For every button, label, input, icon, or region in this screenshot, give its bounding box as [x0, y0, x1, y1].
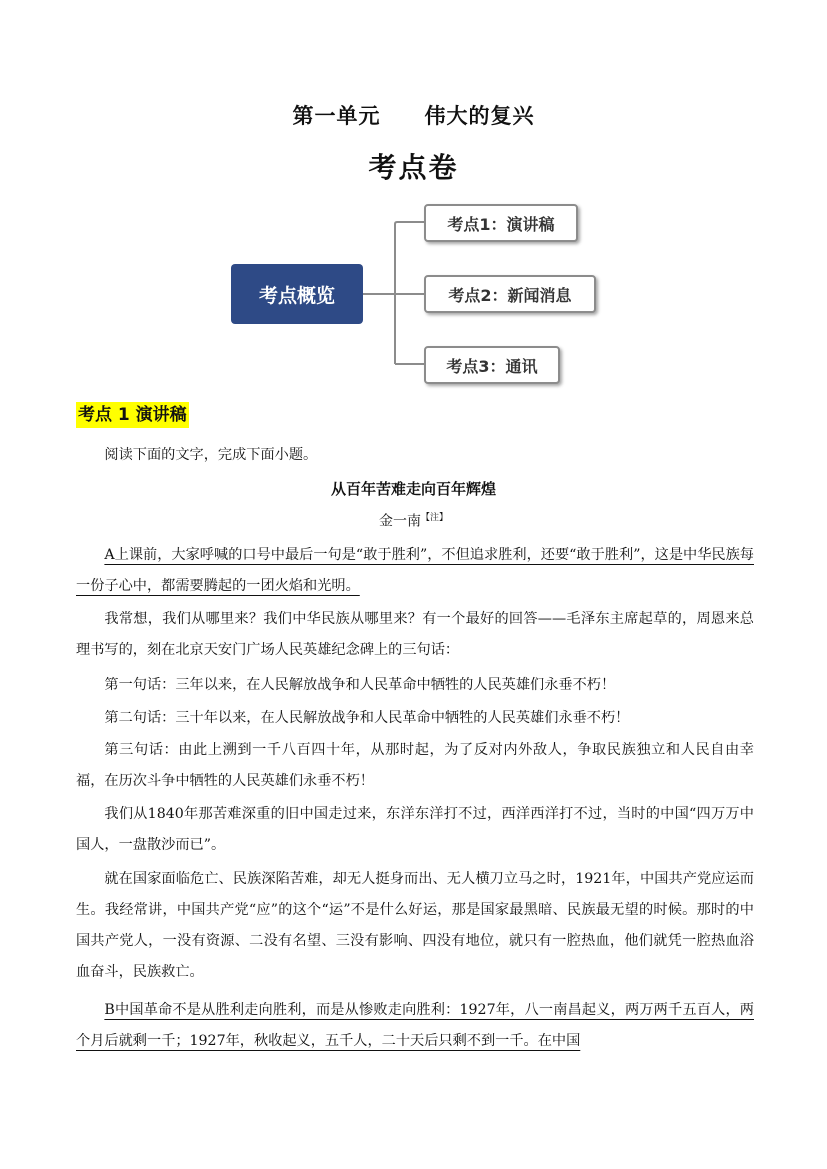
paragraph-b: B中国革命不是从胜利走向胜利，而是从惨败走向胜利：1927年，八一南昌起义，两万两千五百人，两个月后就剩一千；1927年，秋收起义，五千人，二十天后只剩不到一千。在中国 — [76, 1002, 754, 1049]
overview-point-2: 考点2：新闻消息 — [424, 275, 596, 313]
paragraph: 就在国家面临危亡、民族深陷苦难，却无人挺身而出、无人横刀立马之时，1921年，中国共产党应运而生。我经常讲，中国共产党“应”的这个“运”不是什么好运，那是国家最黑暗、民族最无望的时候。那时的中国共产党人，一没有资源、二没有名望、三没有影响、四没有地位，就只有一腔热血，他们就凭一腔热血浴血奋斗，民族救亡。 — [76, 871, 754, 980]
overview-point-1: 考点1：演讲稿 — [424, 204, 578, 242]
author-name: 金一南 — [378, 513, 421, 530]
author-note: 【注】 — [420, 513, 448, 523]
paragraph: 我常想，我们从哪里来？我们中华民族从哪里来？有一个最好的回答——毛泽东主席起草的，周恩来总理书写的，刻在北京天安门广场人民英雄纪念碑上的三句话： — [76, 611, 754, 658]
paragraph: 第一句话：三年以来，在人民解放战争和人民革命中牺牲的人民英雄们永垂不朽！ — [104, 677, 616, 693]
section-heading: 考点 1 演讲稿 — [76, 402, 189, 428]
mindmap-connectors — [0, 0, 827, 400]
overview-box: 考点概览 — [231, 264, 363, 324]
paragraph: 第三句话：由此上溯到一千八百四十年，从那时起，为了反对内外敌人，争取民族独立和人民自由幸福，在历次斗争中牺牲的人民英雄们永垂不朽！ — [76, 742, 754, 789]
paragraph: 我们从1840年那苦难深重的旧中国走过来，东洋东洋打不过，西洋西洋打不过，当时的中国“四万万中国人，一盘散沙而已”。 — [76, 806, 754, 853]
overview-point-3: 考点3：通讯 — [424, 346, 560, 384]
paragraph-a: A上课前，大家呼喊的口号中最后一句是“敢于胜利”，不但追求胜利，还要“敢于胜利”，这是中华民族每一份子心中，都需要腾起的一团火焰和光明。 — [76, 547, 754, 594]
instruction-text: 阅读下面的文字，完成下面小题。 — [104, 447, 318, 463]
article-author — [0, 510, 827, 531]
page-subtitle: 考点卷 — [368, 151, 459, 184]
article-title: 从百年苦难走向百年辉煌 — [330, 480, 496, 498]
paragraph: 第二句话：三十年以来，在人民解放战争和人民革命中牺牲的人民英雄们永垂不朽！ — [104, 710, 630, 726]
unit-title: 第一单元 伟大的复兴 — [292, 104, 535, 128]
